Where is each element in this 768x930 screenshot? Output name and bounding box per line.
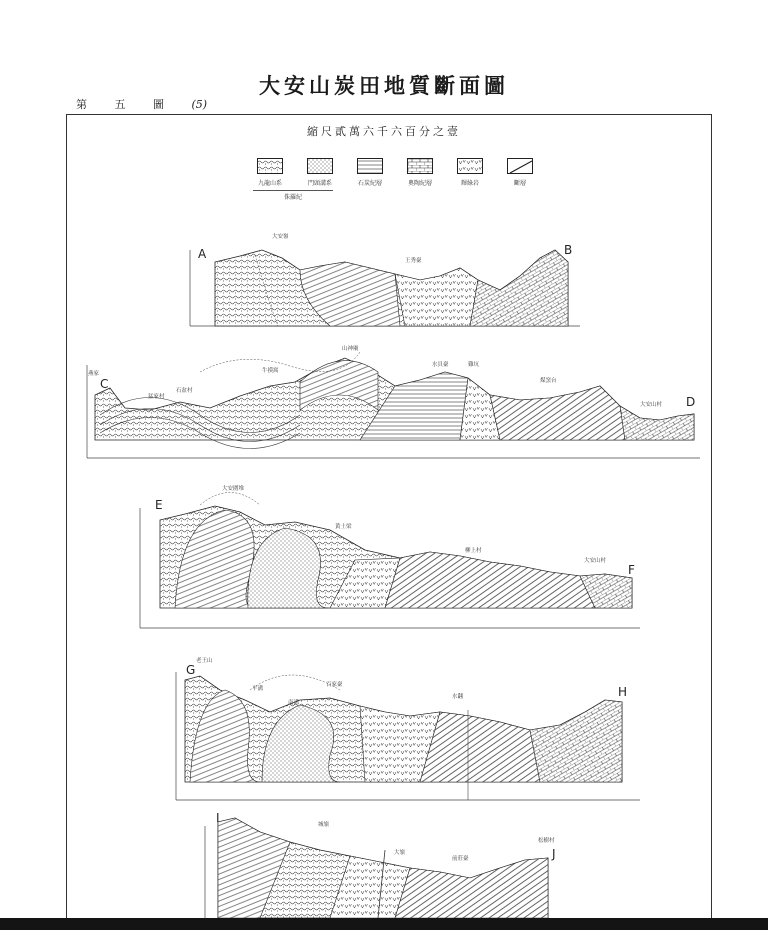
place-label: 百家臺 <box>326 682 343 688</box>
legend-label: 斷層 <box>513 180 526 187</box>
section-e-f-end: F <box>628 563 635 577</box>
place-label: 燕家 <box>88 371 100 377</box>
section-i-j-start: I <box>216 811 220 825</box>
place-label: 水翻 <box>452 694 464 700</box>
place-label: 山神廟 <box>342 346 359 352</box>
figure-label-word: 圖 <box>153 98 164 111</box>
legend-era-label: 侏羅紀 <box>253 190 333 201</box>
place-label: 煤窯台 <box>540 378 557 384</box>
section-e-f <box>140 484 640 628</box>
figure-label-fig: 第 <box>76 98 87 111</box>
section-i-j-end: J <box>552 847 556 861</box>
place-label: 前莊臺 <box>452 856 469 862</box>
section-a-b-start: A <box>198 247 207 261</box>
section-c-d-start: C <box>100 377 109 391</box>
section-g-h-end: H <box>618 685 628 699</box>
legend-label: 石炭紀層 <box>357 180 382 187</box>
place-label: 牛摸窩 <box>262 368 279 374</box>
legend-label: 九龍山系 <box>257 180 282 187</box>
place-label: 雞坑 <box>468 362 480 368</box>
section-c-d <box>87 344 700 458</box>
place-label: 松樹村 <box>538 838 555 844</box>
map-title: 大安山炭田地質斷面圖 <box>259 73 509 98</box>
legend-label: 奧陶紀層 <box>407 180 432 187</box>
place-label: 王秀臺 <box>405 258 422 264</box>
figure-label-num: 五 <box>114 98 126 111</box>
section-e-f-start: E <box>155 498 163 512</box>
place-label: 石盆村 <box>176 388 193 394</box>
place-label: 猛家村 <box>148 394 165 400</box>
section-g-h <box>176 656 640 800</box>
figure-label-sub: (5) <box>191 98 208 111</box>
place-label: 大安山村 <box>584 558 607 564</box>
section-g-h-start: G <box>186 663 196 677</box>
place-label: 城嶺 <box>318 822 330 828</box>
place-label: 柳上村 <box>465 548 482 554</box>
place-label: 南溝 <box>288 700 300 706</box>
scale-label: 縮尺貳萬六千六百分之壹 <box>307 125 461 138</box>
legend-label: 門頭溝系 <box>307 180 332 187</box>
legend-label: 輝綠岩 <box>460 180 479 187</box>
place-label: 水貝臺 <box>432 362 449 368</box>
scan-bottom-edge <box>0 918 768 930</box>
place-label: 大安圍堆 <box>222 486 245 492</box>
place-label: 大安嶺 <box>272 234 289 240</box>
place-label: 老王山 <box>196 658 213 664</box>
place-label: 黃土梁 <box>335 524 352 530</box>
place-label: 大嶺 <box>394 850 406 856</box>
place-label: 平溝 <box>252 686 264 692</box>
place-label: 大安山村 <box>640 402 663 408</box>
section-i-j <box>205 811 556 918</box>
section-a-b-end: B <box>564 243 573 257</box>
section-a-b <box>190 232 580 326</box>
section-c-d-end: D <box>686 395 696 409</box>
